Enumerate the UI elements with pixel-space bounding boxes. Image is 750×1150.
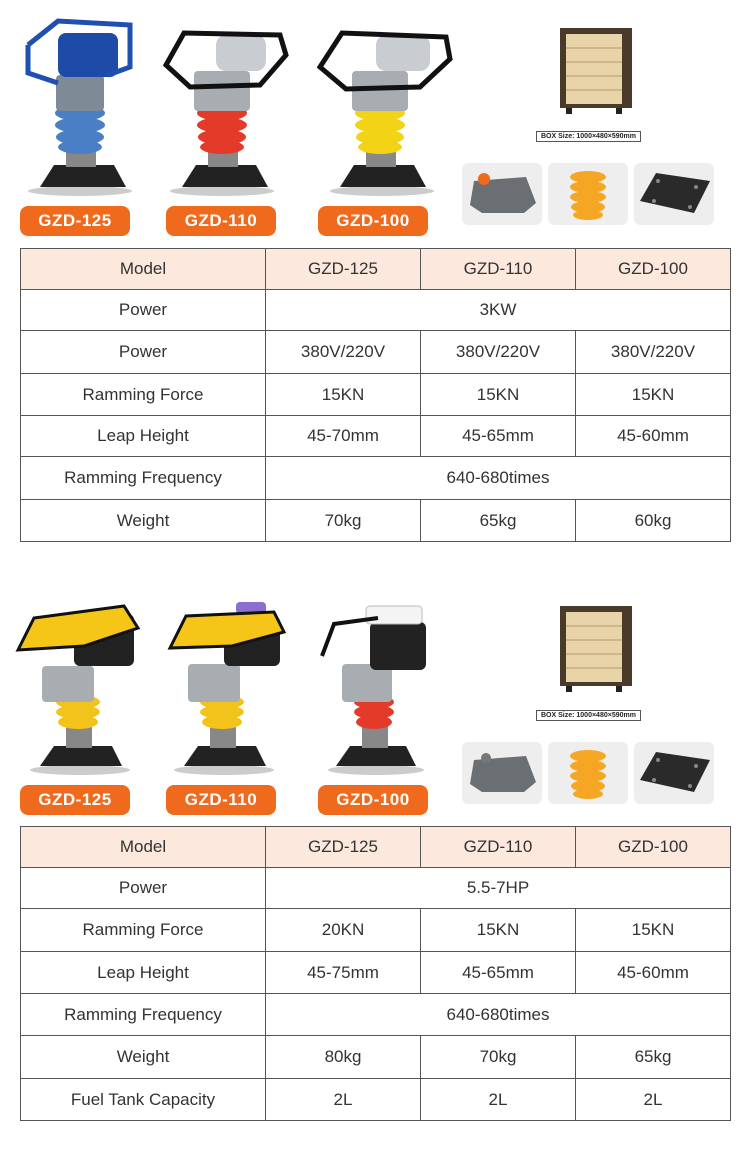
petrol-rammer-section (0, 580, 750, 1150)
product-image-gzd-100-petrol (316, 598, 446, 776)
table-row (21, 457, 731, 500)
value-cell: 380V/220V (576, 331, 731, 374)
value-cell: 380V/220V (266, 331, 421, 374)
electric-rammer-section (0, 0, 750, 560)
merged-value-cell: 640-680times (266, 994, 731, 1036)
spare-part-fuel-tank-image-petrol (462, 742, 542, 804)
row-label: Ramming Force (21, 374, 266, 416)
header-cell: GZD-110 (421, 249, 576, 290)
header-cell: Model (21, 249, 266, 290)
header-cell: GZD-100 (576, 827, 731, 868)
value-cell: 15KN (576, 374, 731, 416)
model-badge-gzd-110: GZD-110 (166, 206, 276, 236)
row-label: Ramming Frequency (21, 457, 266, 500)
value-cell: 45-65mm (421, 952, 576, 994)
value-cell: 15KN (421, 374, 576, 416)
header-cell: Model (21, 827, 266, 868)
row-label: Leap Height (21, 416, 266, 457)
header-cell: GZD-125 (266, 827, 421, 868)
merged-value-cell: 5.5-7HP (266, 868, 731, 909)
row-label: Leap Height (21, 952, 266, 994)
table-row (21, 500, 731, 542)
spec-table-electric (20, 248, 731, 542)
product-image-gzd-125-petrol (14, 598, 144, 776)
merged-value-cell: 3KW (266, 290, 731, 331)
value-cell: 15KN (266, 374, 421, 416)
model-badge-gzd-125: GZD-125 (20, 206, 130, 236)
row-label: Power (21, 290, 266, 331)
value-cell: 65kg (576, 1036, 731, 1079)
table-row (21, 374, 731, 416)
table-row (21, 909, 731, 952)
value-cell: 15KN (421, 909, 576, 952)
model-badge-gzd-100-petrol: GZD-100 (318, 785, 428, 815)
value-cell: 15KN (576, 909, 731, 952)
table-row (21, 868, 731, 909)
value-cell: 2L (576, 1079, 731, 1121)
row-label: Weight (21, 1036, 266, 1079)
value-cell: 45-60mm (576, 952, 731, 994)
header-cell: GZD-110 (421, 827, 576, 868)
row-label: Weight (21, 500, 266, 542)
value-cell: 45-60mm (576, 416, 731, 457)
table-row (21, 331, 731, 374)
table-row (21, 290, 731, 331)
spare-part-bellows-image-petrol (548, 742, 628, 804)
product-image-gzd-110-petrol (162, 598, 292, 776)
table-header-row (21, 249, 731, 290)
header-cell: GZD-100 (576, 249, 731, 290)
table-row (21, 1079, 731, 1121)
row-label: Ramming Frequency (21, 994, 266, 1036)
table-row (21, 994, 731, 1036)
value-cell: 80kg (266, 1036, 421, 1079)
value-cell: 380V/220V (421, 331, 576, 374)
value-cell: 2L (266, 1079, 421, 1121)
table-row (21, 416, 731, 457)
model-badge-gzd-100: GZD-100 (318, 206, 428, 236)
table-header-row (21, 827, 731, 868)
table-row (21, 1036, 731, 1079)
table-row (21, 952, 731, 994)
box-size-label: BOX Size: 1000×480×590mm (536, 131, 641, 142)
value-cell: 2L (421, 1079, 576, 1121)
row-label: Fuel Tank Capacity (21, 1079, 266, 1121)
model-badge-gzd-125-petrol: GZD-125 (20, 785, 130, 815)
value-cell: 60kg (576, 500, 731, 542)
value-cell: 65kg (421, 500, 576, 542)
product-image-gzd-100-electric (316, 15, 456, 197)
shipping-crate-image (556, 24, 636, 121)
row-label: Power (21, 868, 266, 909)
product-image-gzd-110-electric (160, 15, 290, 197)
merged-value-cell: 640-680times (266, 457, 731, 500)
row-label: Ramming Force (21, 909, 266, 952)
value-cell: 70kg (421, 1036, 576, 1079)
value-cell: 70kg (266, 500, 421, 542)
box-size-label-petrol: BOX Size: 1000×480×590mm (536, 710, 641, 721)
spec-table-petrol (20, 826, 731, 1121)
value-cell: 45-75mm (266, 952, 421, 994)
product-image-gzd-125-electric (18, 15, 138, 197)
value-cell: 20KN (266, 909, 421, 952)
model-badge-gzd-110-petrol: GZD-110 (166, 785, 276, 815)
spare-part-bellows-image (548, 163, 628, 225)
value-cell: 45-65mm (421, 416, 576, 457)
spare-part-fuel-tank-image (462, 163, 542, 225)
header-cell: GZD-125 (266, 249, 421, 290)
value-cell: 45-70mm (266, 416, 421, 457)
shipping-crate-image-petrol (556, 602, 636, 699)
spare-part-base-plate-image (634, 163, 714, 225)
spare-part-base-plate-image-petrol (634, 742, 714, 804)
row-label: Power (21, 331, 266, 374)
